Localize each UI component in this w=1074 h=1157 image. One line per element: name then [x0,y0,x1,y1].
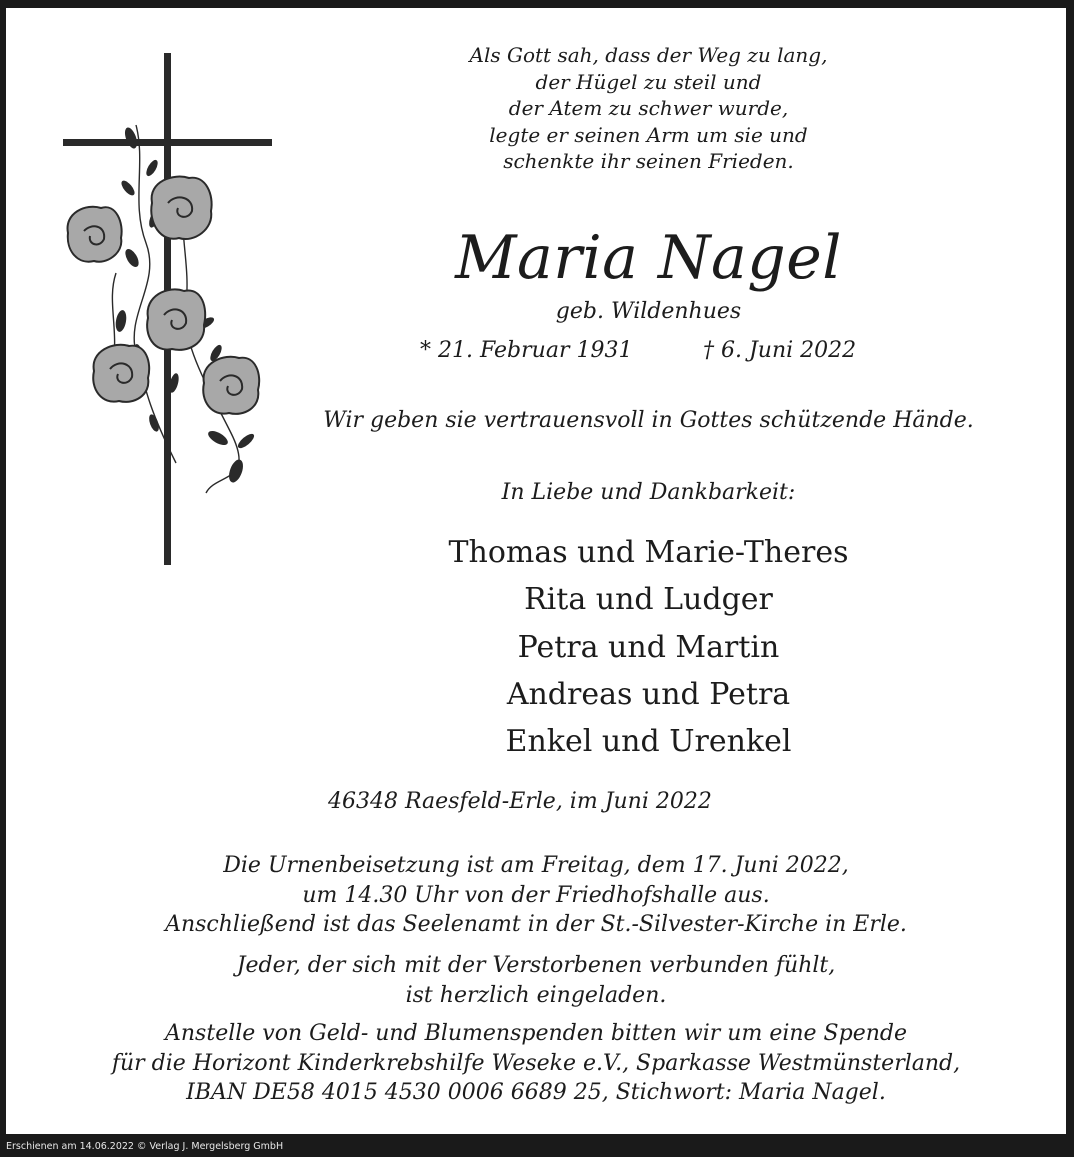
publication-footer: Erschienen am 14.06.2022 © Verlag J. Mergelsberg GmbH [6,1141,284,1152]
donation-request [6,1019,1066,1108]
donation-line: Anstelle von Geld- und Blumenspenden bitten wir um eine Spende [165,1021,907,1046]
mourner-name: Andreas und Petra [506,676,791,712]
mourners-list [296,529,1001,765]
donation-line: für die Horizont Kinderkrebshilfe Weseke e.V., Sparkasse Westmünsterland, [111,1050,961,1076]
poem-line: legte er seinen Arm um sie und [489,122,808,147]
mourner-name: Rita und Ludger [524,582,773,618]
invitation-line: ist herzlich eingeladen. [405,982,667,1008]
invitation [6,951,1066,1010]
poem-line: der Atem zu schwer wurde, [508,96,789,120]
funeral-line: Anschließend ist das Seelenamt in der St.-Silvester-Kirche in Erle. [165,912,907,937]
memorial-poem [296,42,1001,175]
place-date: 46348 Raesfeld-Erle, im Juni 2022 [328,789,712,814]
faith-line: Wir geben sie vertrauensvoll in Gottes schützende Hände. [323,408,974,433]
poem-line: der Hügel zu steil und [535,69,762,94]
mourner-name: Thomas und Marie-Theres [448,535,849,570]
thanks-line: In Liebe und Dankbarkeit: [501,480,796,505]
mourner-name: Enkel und Urenkel [505,724,792,760]
funeral-info [6,851,1066,940]
mourner-name: Petra und Martin [517,629,780,665]
obituary-card [6,8,1066,1134]
poem-line: Als Gott sah, dass der Weg zu lang, [469,43,828,67]
poem-line: schenkte ihr seinen Frieden. [503,149,794,173]
invitation-line: Jeder, der sich mit der Verstorbenen verbunden fühlt, [236,953,836,978]
death-date: † 6. Juni 2022 [703,338,857,363]
funeral-line: um 14.30 Uhr von der Friedhofshalle aus. [302,882,770,908]
donation-line: IBAN DE58 4015 4530 0006 6689 25, Stichwort: Maria Nagel. [186,1080,886,1105]
birth-date: * 21. Februar 1931 [420,338,633,363]
cross-with-roses-icon [56,53,281,578]
funeral-line: Die Urnenbeisetzung ist am Freitag, dem 17. Juni 2022, [223,853,849,878]
deceased-name: Maria Nagel [455,223,842,293]
maiden-name: geb. Wildenhues [555,299,742,324]
